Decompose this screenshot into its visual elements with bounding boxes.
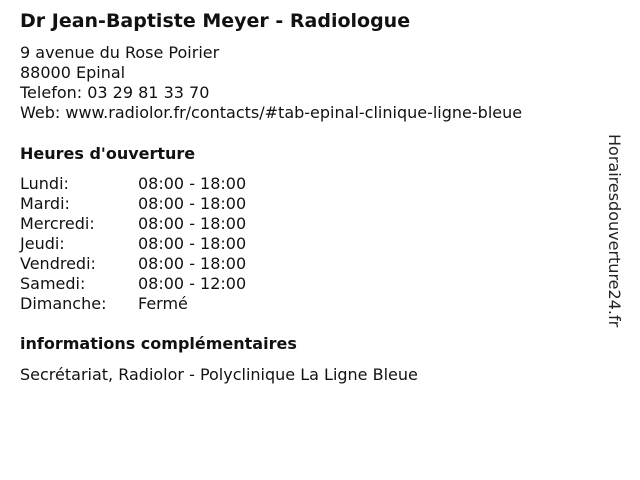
day-label: Lundi: bbox=[20, 174, 69, 193]
time-range: Fermé bbox=[138, 294, 188, 313]
additional-info-heading: informations complémentaires bbox=[20, 334, 297, 353]
additional-info-text: Secrétariat, Radiolor - Polyclinique La Ligne Bleue bbox=[20, 365, 418, 384]
website-link[interactable]: Web: www.radiolor.fr/contacts/#tab-epinal-clinique-ligne-bleue bbox=[20, 103, 523, 122]
time-range: 08:00 - 18:00 bbox=[138, 254, 247, 273]
day-label: Mercredi: bbox=[20, 214, 95, 233]
address-block bbox=[20, 43, 522, 123]
hours-row-thursday bbox=[20, 234, 246, 254]
day-label: Samedi: bbox=[20, 274, 86, 293]
opening-hours-heading: Heures d'ouverture bbox=[20, 144, 196, 163]
time-range: 08:00 - 12:00 bbox=[138, 274, 247, 293]
hours-row-monday bbox=[20, 174, 246, 194]
day-label: Dimanche: bbox=[20, 294, 107, 313]
hours-row-sunday bbox=[20, 294, 246, 314]
phone-number: Telefon: 03 29 81 33 70 bbox=[20, 83, 210, 102]
street-address: 9 avenue du Rose Poirier bbox=[20, 43, 220, 62]
time-range: 08:00 - 18:00 bbox=[138, 234, 247, 253]
city: 88000 Epinal bbox=[20, 63, 126, 82]
day-label: Vendredi: bbox=[20, 254, 96, 273]
business-name: Dr Jean-Baptiste Meyer - Radiologue bbox=[20, 10, 411, 32]
time-range: 08:00 - 18:00 bbox=[138, 214, 247, 233]
hours-row-wednesday bbox=[20, 214, 246, 234]
time-range: 08:00 - 18:00 bbox=[138, 194, 247, 213]
hours-row-friday bbox=[20, 254, 246, 274]
day-label: Mardi: bbox=[20, 194, 70, 213]
day-label: Jeudi: bbox=[20, 234, 65, 253]
hours-row-tuesday bbox=[20, 194, 246, 214]
site-watermark: Horairesdouverture24.fr bbox=[605, 134, 624, 328]
time-range: 08:00 - 18:00 bbox=[138, 174, 247, 193]
opening-hours-list bbox=[20, 174, 246, 314]
hours-row-saturday bbox=[20, 274, 246, 294]
